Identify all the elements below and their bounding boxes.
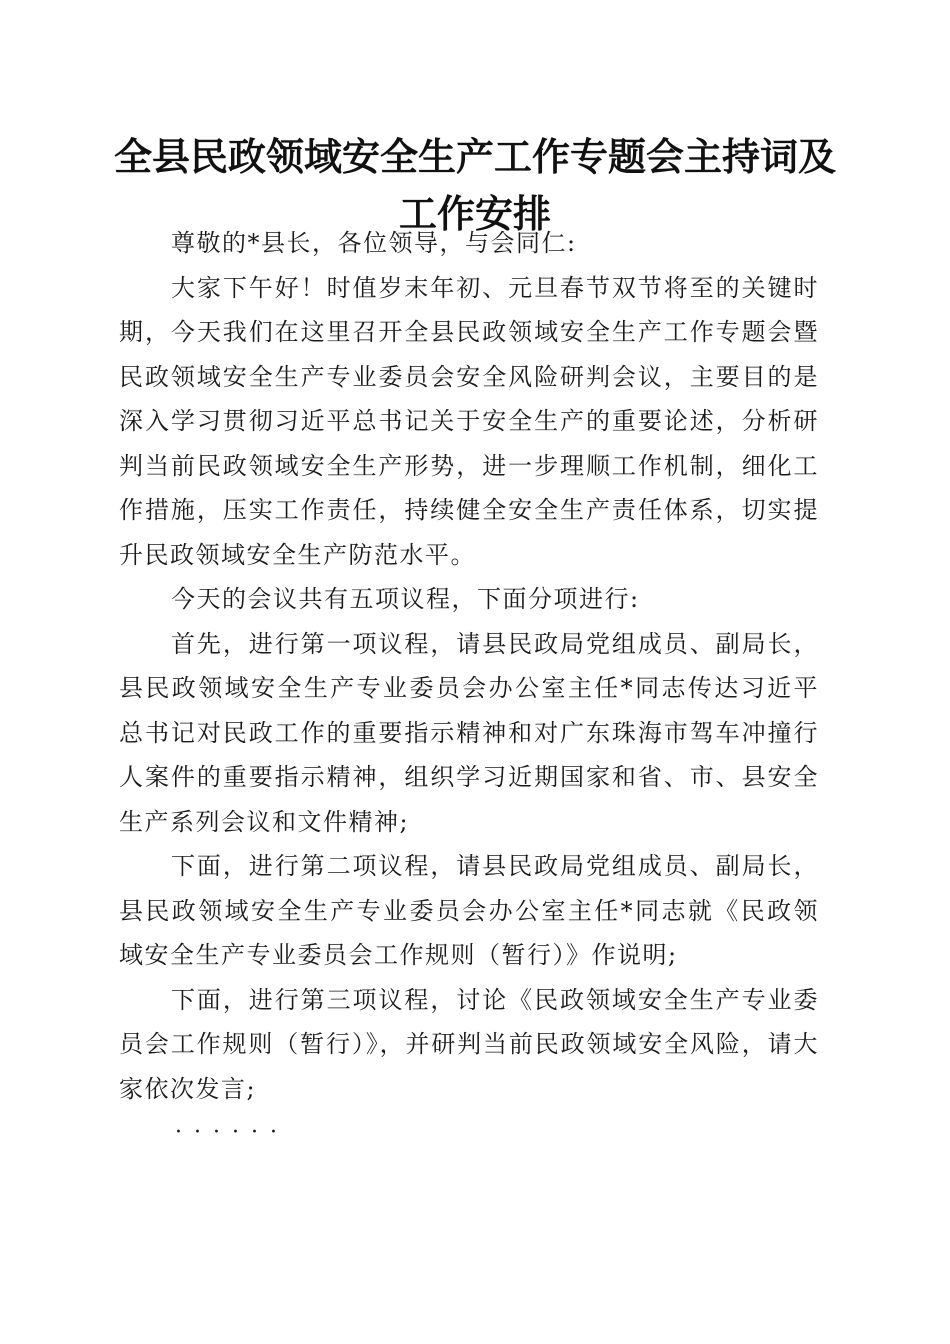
agenda-item-2-paragraph: 下面，进行第二项议程，请县民政局党组成员、副局长，县民政领域安全生产专业委员会办公室主任*同志就《民政领域安全生产专业委员会工作规则（暂行）》作说明; — [119, 852, 819, 969]
agenda-item-1-paragraph: 首先，进行第一项议程，请县民政局党组成员、副局长，县民政领域安全生产专业委员会办公室主任*同志传达习近平总书记对民政工作的重要指示精神和对广东珠海市驾车冲撞行人案件的重要指示精神，组织学习近期国家和省、市、县安全生产系列会议和文件精神; — [119, 629, 819, 836]
agenda-intro-paragraph: 今天的会议共有五项议程，下面分项进行: — [171, 585, 640, 613]
salutation-paragraph: 尊敬的*县长，各位领导，与会同仁: — [171, 229, 577, 257]
opening-paragraph: 大家下午好！时值岁末年初、元旦春节双节将至的关键时期，今天我们在这里召开全县民政领域安全生产工作专题会暨民政领域安全生产专业委员会安全风险研判会议，主要目的是深入学习贯彻习近平总书记关于安全生产的重要论述，分析研判当前民政领域安全生产形势，进一步理顺工作机制，细化工作措施，压实工作责任，持续健全安全生产责任体系，切实提升民政领域安全生产防范水平。 — [119, 273, 819, 569]
document-title: 全县民政领域安全生产工作专题会主持词及工作安排 — [113, 134, 836, 236]
continuation-ellipsis: ······ — [175, 1120, 289, 1145]
document-body — [119, 221, 819, 1156]
agenda-item-3-paragraph: 下面，进行第三项议程，讨论《民政领域安全生产专业委员会工作规则（暂行）》，并研判当前民政领域安全风险，请大家依次发言; — [119, 985, 819, 1103]
